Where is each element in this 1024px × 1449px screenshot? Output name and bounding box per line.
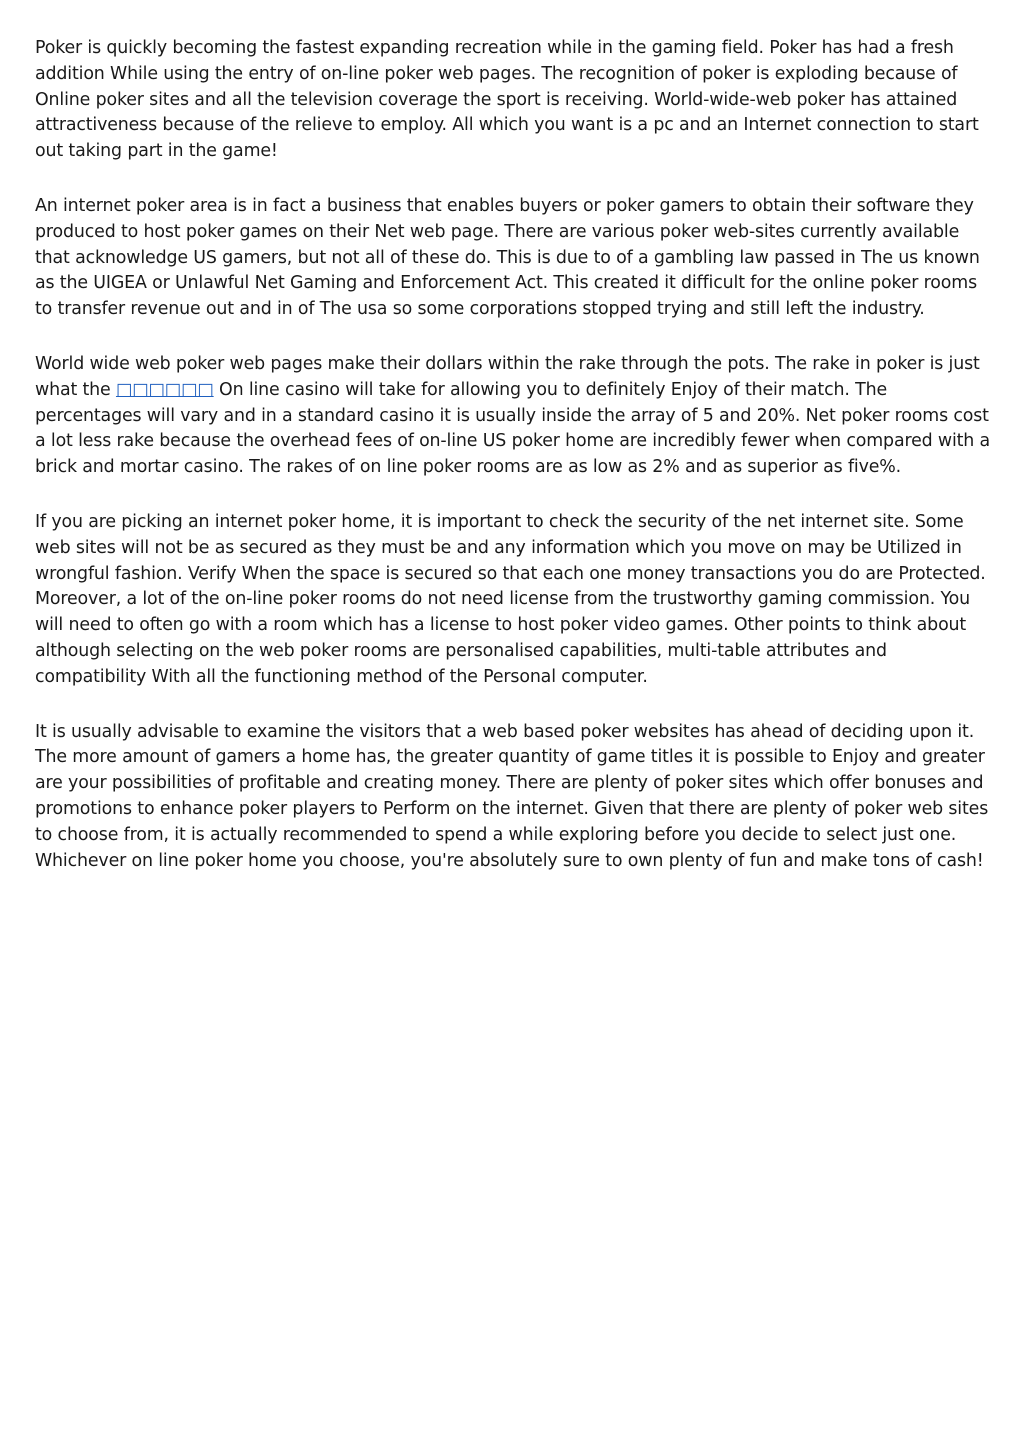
inline-link[interactable]: □□□□□□ — [115, 379, 214, 400]
paragraph-5: It is usually advisable to examine the visitors that a web based poker websites has ahead of deciding upon it. The more amount of gamers a home has, the greater quantity of game titles it is possible to Enjoy and greater are your possibilities of profitable and creating money. There are plenty of poker sites which offer bonuses and promotions to enhance poker players to Perform on the internet. Given that there are plenty of poker web sites to choose from, it is actually recommended to spend a while exploring before you decide to select just one. Whichever on line poker home you choose, you're absolutely sure to own plenty of fun and make tons of cash! — [35, 721, 989, 871]
paragraph-3-text-after-link: On line casino will take for allowing you to definitely Enjoy of their match. The percentages will vary and in a standard casino it is usually inside the array of 5 and 20%. Net poker rooms cost a lot less rake because the overhead fees of on-line US poker home are incredibly fewer when compared with a brick and mortar casino. The rakes of on line poker rooms are as low as 2% and as superior as five%. — [35, 379, 991, 478]
paragraph-2: An internet poker area is in fact a business that enables buyers or poker gamers to obtain their software they produced to host poker games on their Net web page. There are various poker web-sites currently available that acknowledge US gamers, but not all of these do. This is due to of a gambling law passed in The us known as the UIGEA or Unlawful Net Gaming and Enforcement Act. This created it difficult for the online poker rooms to transfer revenue out and in of The usa so some corporations stopped trying and still left the industry. — [35, 195, 980, 320]
document-body — [35, 36, 995, 903]
paragraph-4: If you are picking an internet poker home, it is important to check the security of the net internet site. Some web sites will not be as secured as they must be and any information which you move on may be Utilized in wrongful fashion. Verify When the space is secured so that each one money transactions you do are Protected. Moreover, a lot of the on-line poker rooms do not need license from the trustworthy gaming commission. You will need to often go with a room which has a license to host poker video games. Other points to think about although selecting on the web poker rooms are personalised capabilities, multi-table attributes and compatibility With all the functioning method of the Personal computer. — [35, 511, 986, 687]
paragraph-3 — [35, 352, 995, 481]
paragraph-3-text-before-link: World wide web poker web pages make their dollars within the rake through the pots. The rake in poker is just what the — [35, 353, 980, 400]
paragraph-1: Poker is quickly becoming the fastest expanding recreation while in the gaming field. Poker has had a fresh addition While using the entry of on-line poker web pages. The recognition of poker is exploding because of Online poker sites and all the television coverage the sport is receiving. World-wide-web poker has attained attractiveness because of the relieve to employ. All which you want is a pc and an Internet connection to start out taking part in the game! — [35, 38, 979, 162]
